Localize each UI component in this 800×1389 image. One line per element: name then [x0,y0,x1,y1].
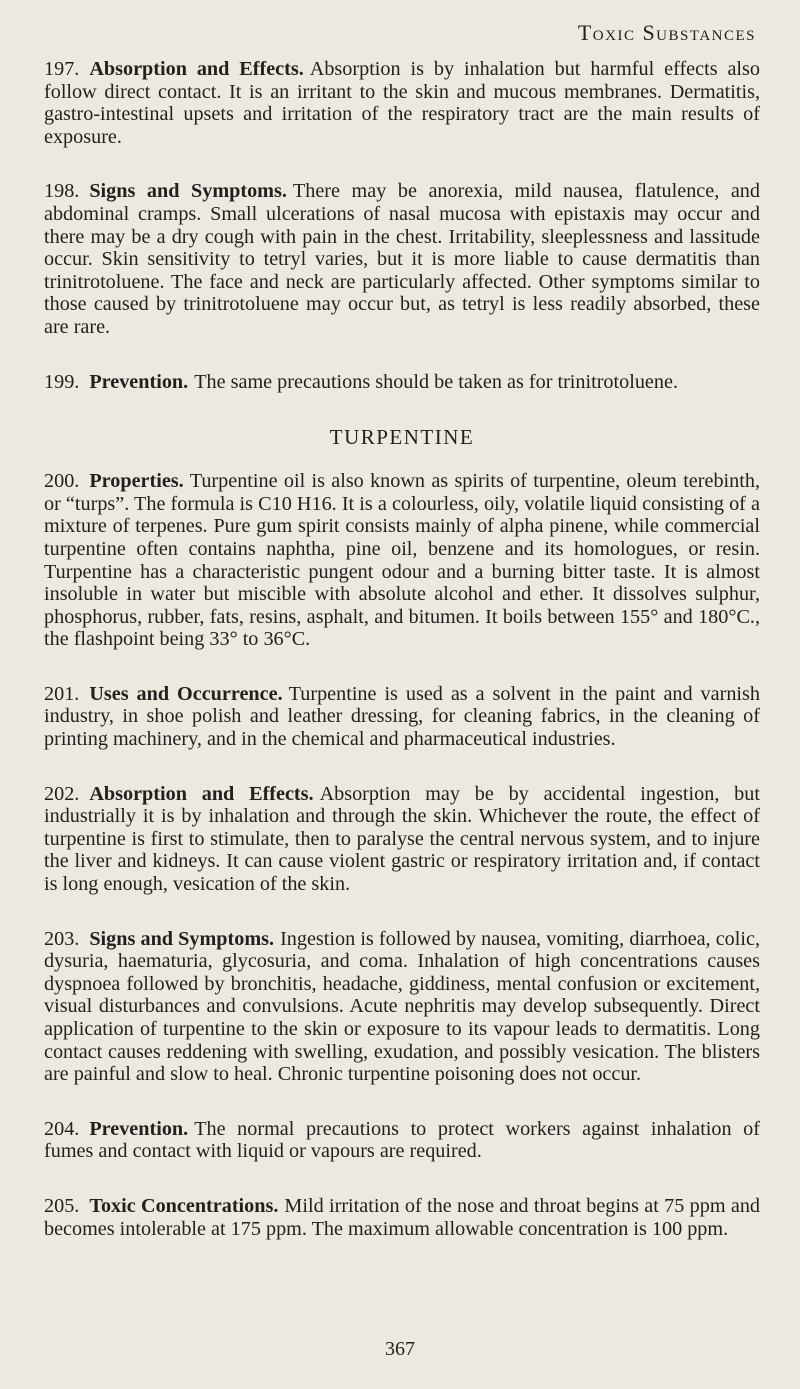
section-title: TURPENTINE [329,425,475,450]
running-head: Toxic Substances [577,20,756,45]
paragraph-202 [44,783,760,896]
paragraph-text: The normal precautions to protect workers against inhalation of fumes and contact with liquid or vapours are required. [44,1117,760,1163]
paragraph-heading: Signs and Symptoms. [89,180,287,203]
paragraph-text: Mild irritation of the nose and throat begins at 75 ppm and becomes intolerable at 175 ppm. The maximum allowable concentration is 100 ppm. [44,1194,761,1240]
paragraph-201 [44,683,760,751]
paragraph-text: Turpentine is used as a solvent in the paint and varnish industry, in shoe polish and leather dressing, for cleaning fabrics, in the cleaning of printing machinery, and in the chemical and pharmaceutical industries. [44,682,760,751]
paragraph-text: The same precautions should be taken as for trinitrotoluene. [194,370,678,393]
paragraph-heading: Properties. [89,470,184,493]
paragraph-heading: Toxic Concentrations. [89,1194,279,1217]
paragraph-text: Ingestion is followed by nausea, vomiting, diarrhoea, colic, dysuria, haematuria, glycosuria, and coma. Inhalation of high concentrations causes dyspnoea followed by bronchitis, headache, giddiness, mental confusion or excitement, visual disturbances and convulsions. Acute nephritis may develop subsequently. Direct application of turpentine to the skin or exposure to its vapour leads to dermatitis. Long contact causes reddening with swelling, exudation, and possibly vesication. The blisters are painful and slow to heal. Chronic turpentine poisoning does not occur. [44,927,760,1086]
paragraph-text: Turpentine oil is also known as spirits of turpentine, oleum terebinth, or “turps”. The formula is C10 H16. It is a colourless, oily, volatile liquid consisting of a mixture of terpenes. Pure gum spirit consists mainly of alpha pinene, while commercial turpentine often contains naphtha, pine oil, benzene and its homologues, or resin. Turpentine has a characteristic pungent odour and a burning bitter taste. It is almost insoluble in water but miscible with absolute alcohol and ether. It dissolves sulphur, phosphorus, rubber, fats, resins, asphalt, and bitumen. It boils between 155° and 180°C., the flashpoint being 33° to 36°C. [44,470,760,651]
paragraph-197 [44,58,760,148]
paragraph-heading: Prevention. [89,370,189,393]
paragraph-204 [44,1118,760,1163]
paragraph-number: 202. [44,782,80,805]
paragraph-heading: Absorption and Effects. [89,58,304,80]
paragraph-number: 197. [44,58,80,80]
paragraph-number: 205. [44,1194,80,1217]
paragraph-199 [44,371,760,394]
paragraph-number: 204. [44,1117,80,1140]
paragraph-203 [44,928,760,1086]
paragraph-number: 201. [44,682,80,705]
paragraph-text: There may be anorexia, mild nausea, flatulence, and abdominal cramps. Small ulcerations of nasal mucosa with epistaxis may occur and there may be a dry cough with pain in the chest. Irritability, sleeplessness and lassitude occur. Skin sensitivity to tetryl varies, but it is more liable to cause dermatitis than trinitrotoluene. The face and neck are particularly affected. Other symptoms similar to those caused by trinitrotoluene may occur but, as tetryl is less readily absorbed, these are rare. [44,180,760,338]
paragraph-heading: Uses and Occurrence. [89,682,283,705]
paragraph-200 [44,470,760,651]
paragraph-number: 200. [44,470,80,493]
paragraph-text: Absorption may be by accidental ingestion, but industrially it is by inhalation and through the skin. Whichever the route, the effect of turpentine is first to stimulate, then to paralyse the central nervous system, and to injure the liver and kidneys. It can cause violent gastric or respiratory irritation and, if contact is long enough, vesication of the skin. [44,782,760,896]
paragraph-heading: Prevention. [89,1117,189,1140]
paragraph-number: 198. [44,180,80,203]
page-number: 367 [385,1338,415,1360]
paragraph-text: Absorption is by inhalation but harmful effects also follow direct contact. It is an irritant to the skin and mucous membranes. Dermatitis, gastro-intestinal upsets and irritation of the respiratory tract are the main results of exposure. [44,58,760,148]
paragraph-number: 203. [44,927,80,950]
paragraph-heading: Absorption and Effects. [89,782,314,805]
paragraph-heading: Signs and Symptoms. [89,927,275,950]
paragraph-205 [44,1195,760,1240]
paragraph-number: 199. [44,370,80,393]
paragraph-198 [44,180,760,338]
